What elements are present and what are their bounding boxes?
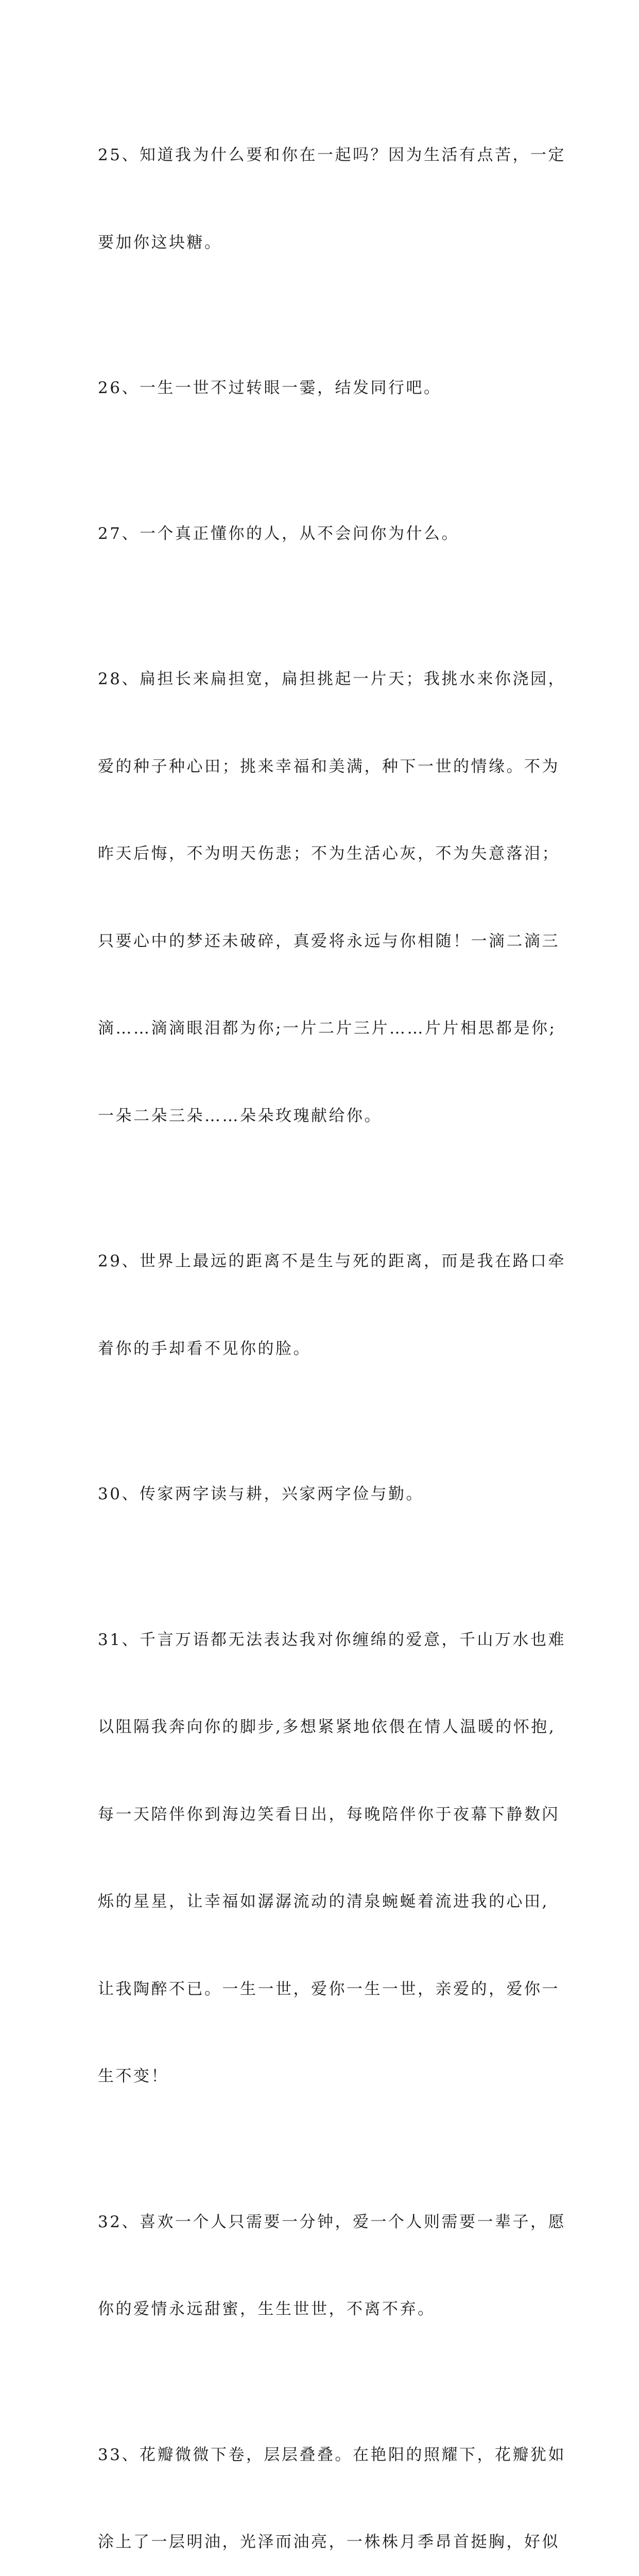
- entry-31: [98, 1567, 546, 2149]
- text-line: 涂上了一层明油，光泽而油亮，一株株月季昂首挺胸，好似: [98, 2528, 546, 2557]
- text-line: 一朵二朵三朵……朵朵玫瑰献给你。: [98, 1101, 546, 1131]
- entry-30: [98, 1421, 546, 1567]
- text-line: 每一天陪伴你到海边笑看日出，每晚陪伴你于夜幕下静数闪: [98, 1800, 546, 1829]
- text-line: 爱的种子种心田；挑来幸福和美满，种下一世的情缘。不为: [98, 752, 546, 782]
- text-line: 只要心中的梦还未破碎，真爱将永远与你相随！一滴二滴三: [98, 927, 546, 956]
- text-line: 25、知道我为什么要和你在一起吗？因为生活有点苦，一定: [98, 141, 546, 170]
- text-line: 昨天后悔，不为明天伤悲；不为生活心灰，不为失意落泪；: [98, 839, 546, 869]
- entry-28: [98, 606, 546, 1189]
- text-line: 30、传家两字读与耕，兴家两字俭与勤。: [98, 1480, 546, 1509]
- entry-33: [98, 2382, 546, 2576]
- text-line: 29、世界上最远的距离不是生与死的距离，而是我在路口牵: [98, 1247, 546, 1276]
- text-line: 着你的手却看不见你的脸。: [98, 1334, 546, 1364]
- text-line: 滴……滴滴眼泪都为你;一片二片三片……片片相思都是你;: [98, 1014, 546, 1043]
- text-line: 生不变！: [98, 2062, 546, 2091]
- text-line: 你的爱情永远甜蜜，生生世世，不离不弃。: [98, 2295, 546, 2324]
- entry-32: [98, 2149, 546, 2382]
- entry-25: [98, 82, 546, 315]
- entry-26: [98, 315, 546, 461]
- text-line: 31、千言万语都无法表达我对你缠绵的爱意，千山万水也难: [98, 1625, 546, 1655]
- text-line: 32、喜欢一个人只需要一分钟，爱一个人则需要一辈子，愿: [98, 2208, 546, 2237]
- text-line: 以阻隔我奔向你的脚步,多想紧紧地依偎在情人温暖的怀抱,: [98, 1713, 546, 1742]
- text-line: 让我陶醉不已。一生一世，爱你一生一世，亲爱的，爱你一: [98, 1975, 546, 2004]
- text-line: 26、一生一世不过转眼一霎，结发同行吧。: [98, 374, 546, 403]
- text-line: 烁的星星，让幸福如潺潺流动的清泉蜿蜒着流进我的心田,: [98, 1887, 546, 1917]
- text-line: 要加你这块糖。: [98, 228, 546, 258]
- entry-29: [98, 1189, 546, 1421]
- text-line: 27、一个真正懂你的人，从不会问你为什么。: [98, 519, 546, 549]
- entry-27: [98, 461, 546, 607]
- document-body: [98, 82, 546, 2576]
- text-line: 28、扁担长来扁担宽，扁担挑起一片天；我挑水来你浇园，: [98, 665, 546, 694]
- text-line: 33、花瓣微微下卷，层层叠叠。在艳阳的照耀下，花瓣犹如: [98, 2441, 546, 2470]
